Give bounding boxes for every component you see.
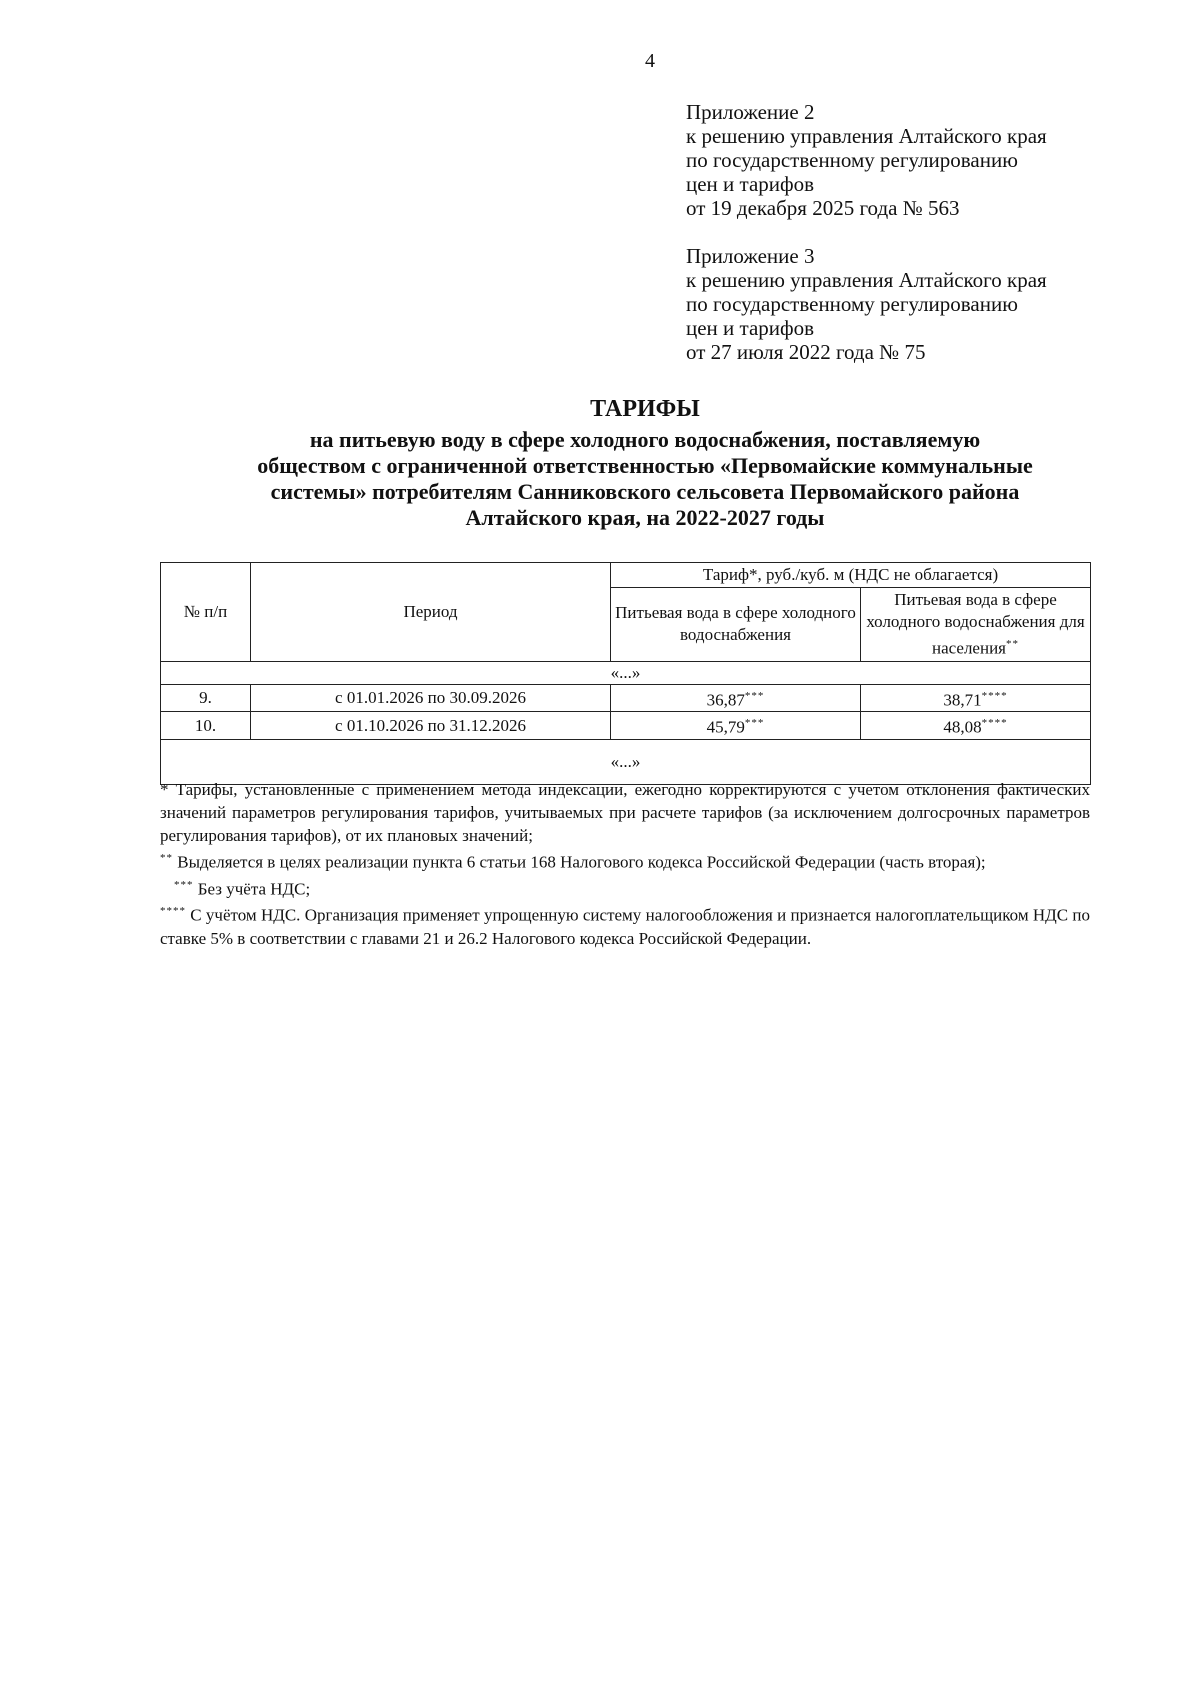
appendix-line: цен и тарифов <box>686 316 815 340</box>
row-tariff-1 <box>611 684 861 712</box>
tariff-table <box>160 562 1091 785</box>
appendix-line: от 19 декабря 2025 года № 563 <box>686 196 960 220</box>
tariff-value: 36,87 <box>706 690 745 710</box>
tariff-value: 48,08 <box>943 717 982 737</box>
row-tariff-2 <box>861 712 1091 740</box>
appendix-line: Приложение 2 <box>686 100 815 124</box>
document-title: ТАРИФЫ <box>590 396 700 422</box>
appendix-3-header <box>686 244 1146 364</box>
footnote-mark: *** <box>744 689 765 702</box>
appendix-line: к решению управления Алтайского края <box>686 124 1047 148</box>
page-number: 4 <box>645 50 655 72</box>
footnote-text: Без учёта НДС; <box>197 879 311 899</box>
footnote <box>160 778 1090 847</box>
footnotes <box>160 778 1090 950</box>
footnote <box>160 874 1090 901</box>
footnote-text: Выделяется в целях реализации пункта 6 статьи 168 Налогового кодекса Российской Федерации (часть вторая); <box>177 852 986 872</box>
row-tariff-1 <box>611 712 861 740</box>
appendix-line: цен и тарифов <box>686 172 815 196</box>
table-row <box>161 684 1091 712</box>
column-header-drinking-water: Питьевая вода в сфере холодного водоснабжения <box>611 588 861 662</box>
appendix-line: к решению управления Алтайского края <box>686 268 1047 292</box>
footnote <box>160 900 1090 950</box>
table-row <box>161 712 1091 740</box>
footnote-text: Тарифы, установленные с применением метода индексации, ежегодно корректируются с учетом отклонения фактических значений параметров регулирования тарифов, учитываемых при расчете тарифов (за исключением долгосрочных параметров регулирования тарифов), от их плановых значений; <box>160 780 1090 845</box>
document-subtitle-line: на питьевую воду в сфере холодного водоснабжения, поставляемую <box>309 427 981 452</box>
document-subtitle-line: Алтайского края, на 2022-2027 годы <box>465 505 825 530</box>
footnote <box>160 847 1090 874</box>
tariff-value: 38,71 <box>943 690 982 710</box>
footnote-mark: ** <box>160 852 173 864</box>
column-header-drinking-water-population <box>861 588 1091 662</box>
omitted-rows-marker: «...» <box>161 661 1091 684</box>
footnote-mark: ** <box>1006 638 1019 650</box>
footnote-mark: **** <box>981 689 1008 702</box>
appendix-line: от 27 июля 2022 года № 75 <box>686 340 926 364</box>
row-period: с 01.01.2026 по 30.09.2026 <box>251 684 611 712</box>
column-header-number: № п/п <box>161 563 251 662</box>
footnote-text: С учётом НДС. Организация применяет упрощенную систему налогообложения и признается налогоплательщиком НДС по ставке 5% в соответствии с главами 21 и 26.2 Налогового кодекса Российской Федерации. <box>160 905 1090 948</box>
document-title-block <box>200 396 1090 531</box>
column-header-period: Период <box>251 563 611 662</box>
footnote-mark: **** <box>160 905 186 918</box>
row-number: 10. <box>161 712 251 740</box>
omitted-rows-marker: «...» <box>161 739 1091 784</box>
footnote-mark: *** <box>744 717 765 730</box>
appendix-line: по государственному регулированию <box>686 292 1018 316</box>
row-period: с 01.10.2026 по 31.12.2026 <box>251 712 611 740</box>
appendix-2-header <box>686 100 1146 220</box>
document-subtitle-line: системы» потребителям Санниковского сельсовета Первомайского района <box>270 479 1020 504</box>
column-header-text: Питьевая вода в сфере холодного водоснабжения для населения <box>866 590 1085 658</box>
tariff-value: 45,79 <box>706 717 745 737</box>
appendix-line: по государственному регулированию <box>686 148 1018 172</box>
row-tariff-2 <box>861 684 1091 712</box>
appendix-line: Приложение 3 <box>686 244 815 268</box>
column-header-tariff-group: Тариф*, руб./куб. м (НДС не облагается) <box>611 563 1091 588</box>
document-subtitle-line: обществом с ограниченной ответственностью «Первомайские коммунальные <box>257 453 1033 478</box>
row-number: 9. <box>161 684 251 712</box>
footnote-mark: *** <box>174 878 194 891</box>
footnote-mark: **** <box>981 717 1008 730</box>
footnote-mark: * <box>160 780 169 799</box>
